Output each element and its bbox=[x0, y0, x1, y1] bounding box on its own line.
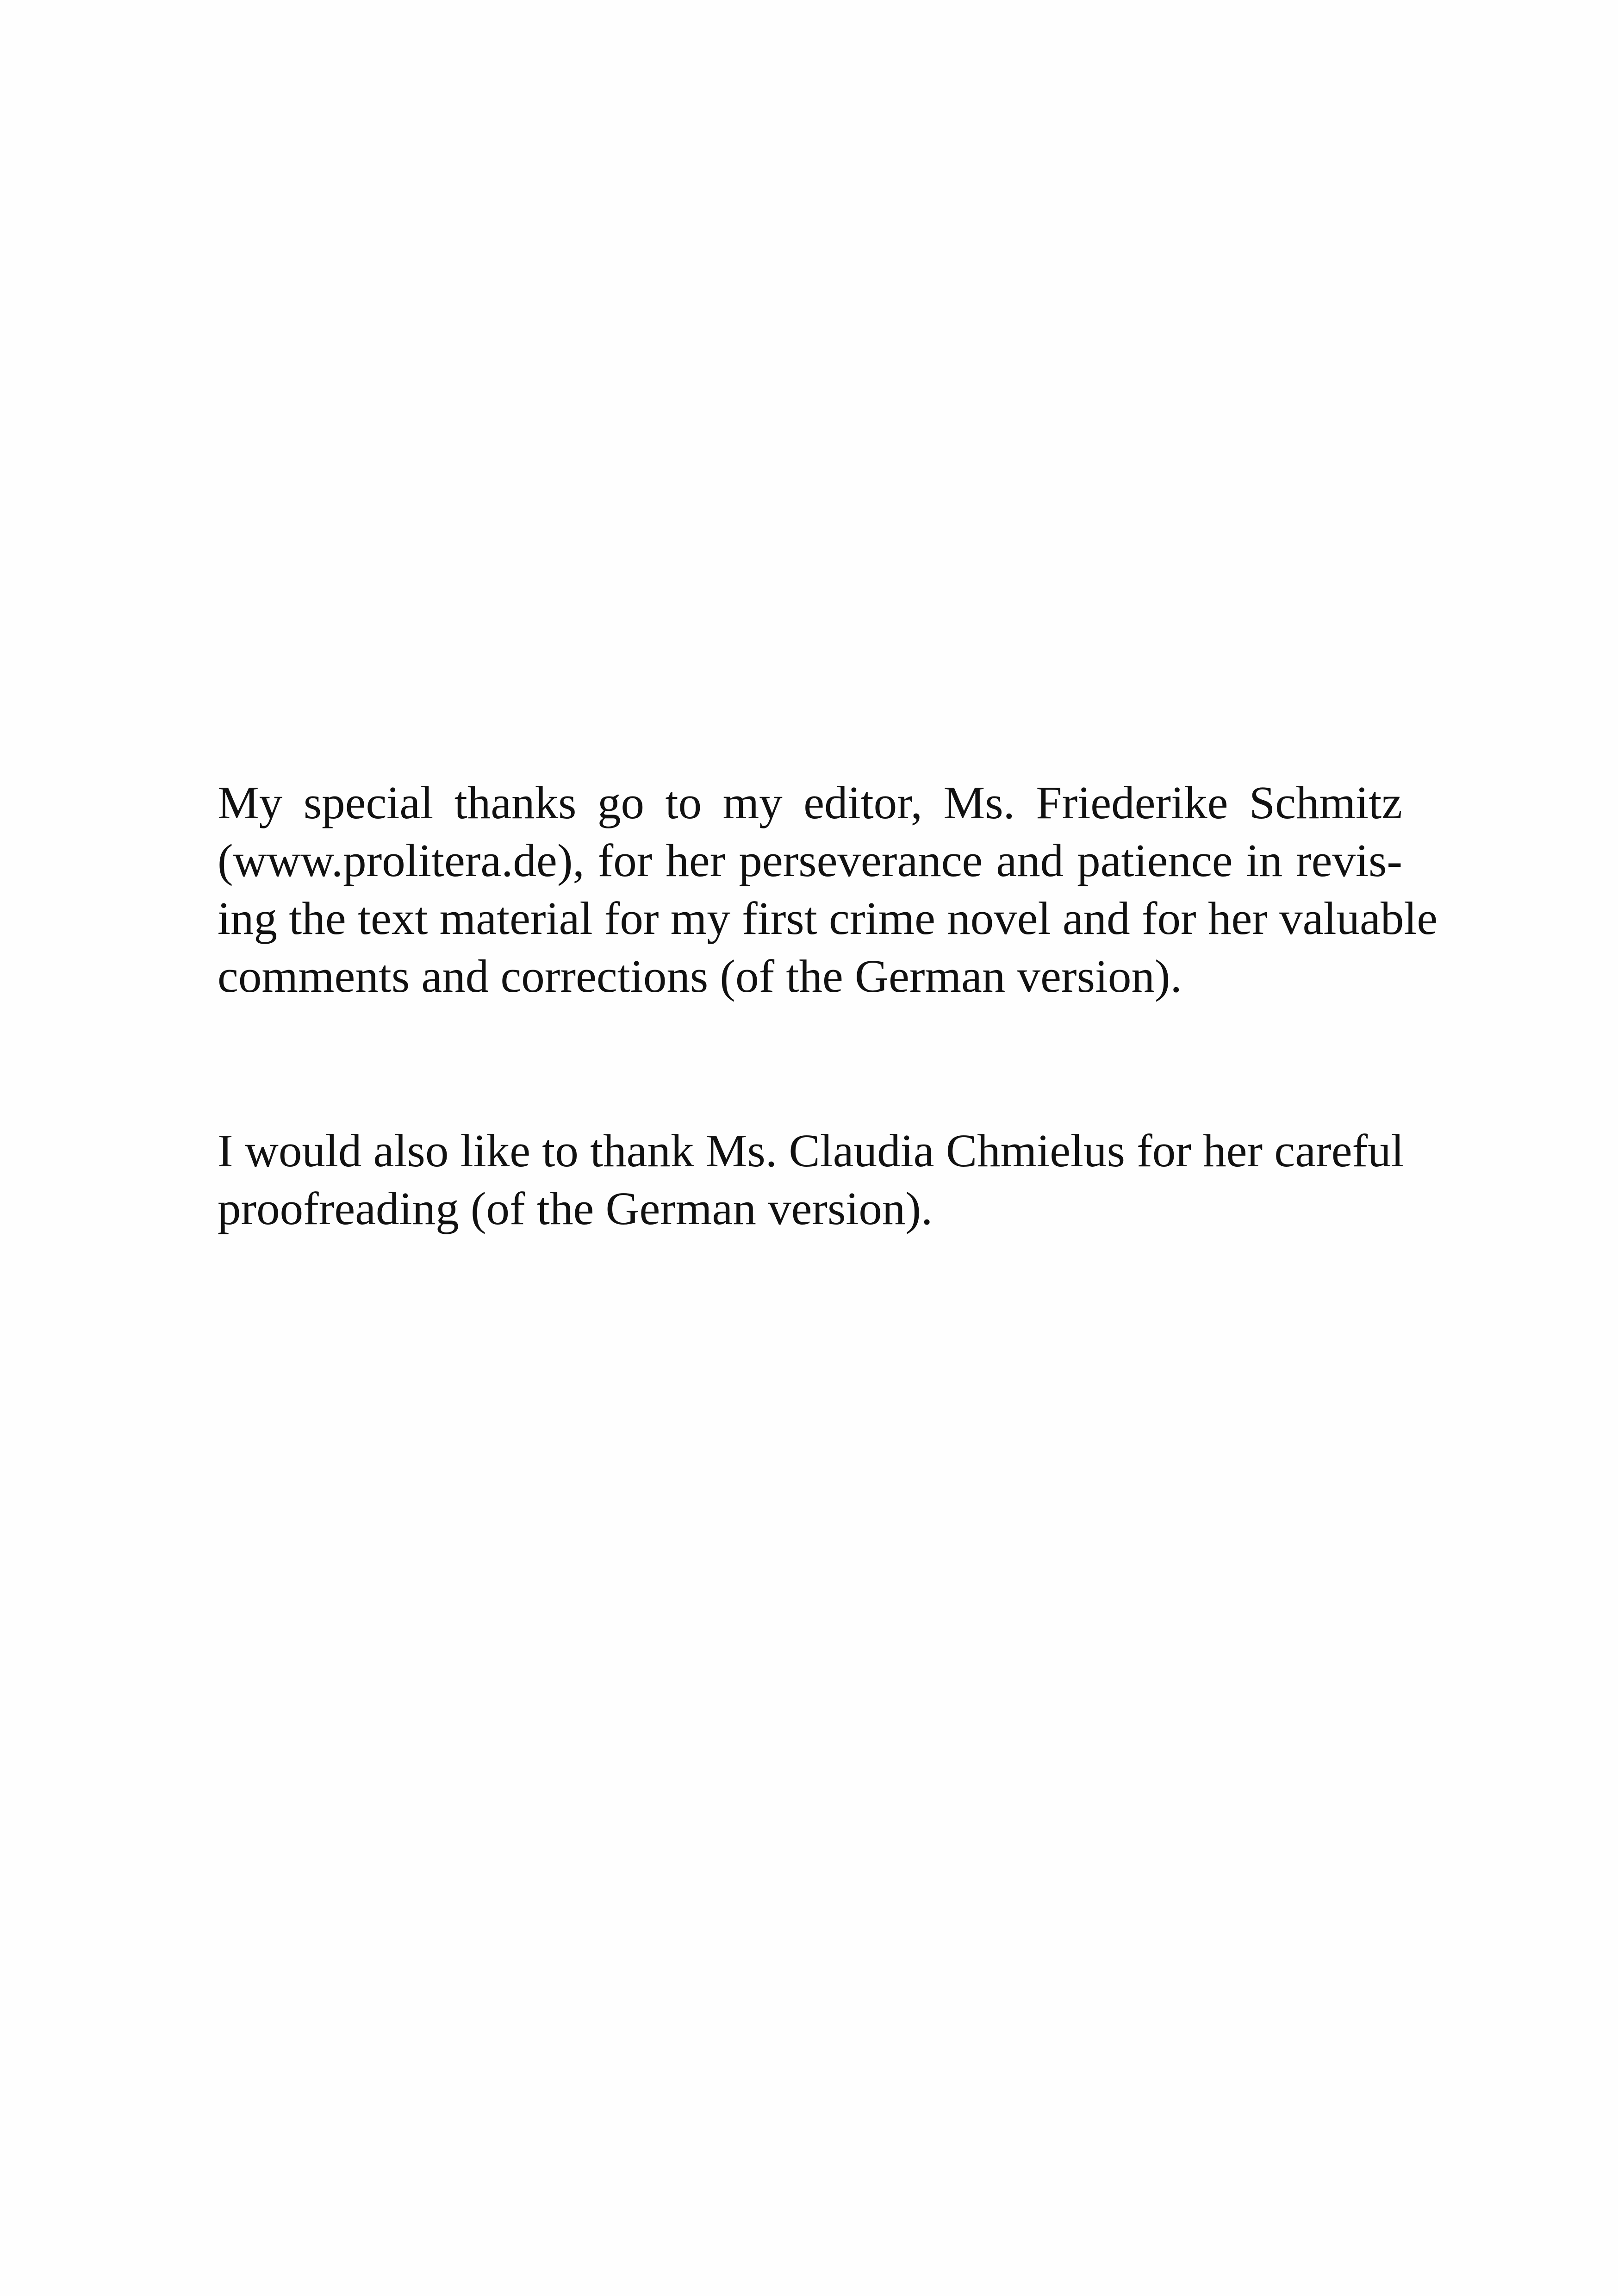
paragraph-line: ing the text material for my first crime novel and for her valuable bbox=[218, 892, 1438, 944]
acknowledgement-paragraph-editor bbox=[218, 774, 1438, 1005]
paragraph-line: My special thanks go to my editor, Ms. Friederike Schmitz bbox=[218, 777, 1402, 828]
acknowledgement-paragraph-proofreader bbox=[218, 1122, 1402, 1238]
paragraph-line: (www.prolitera.de), for her perseverance and patience in revis- bbox=[218, 834, 1402, 886]
paragraph-line: proofreading (of the German version). bbox=[218, 1182, 933, 1234]
paragraph-line: I would also like to thank Ms. Claudia Chmielus for her careful bbox=[218, 1125, 1404, 1176]
paragraph-line: comments and corrections (of the German version). bbox=[218, 950, 1182, 1002]
